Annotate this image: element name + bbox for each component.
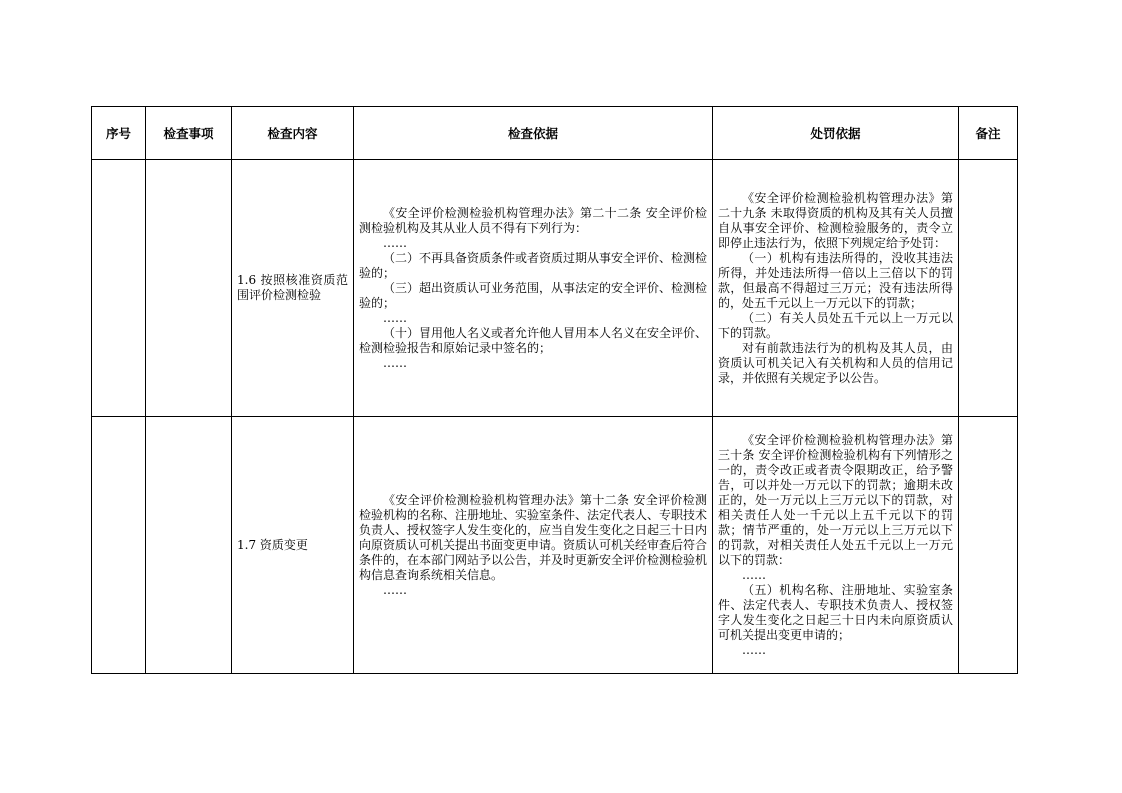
cell-penalty [713,417,959,674]
basis-line: （三）超出资质认可业务范围，从事法定的安全评价、检测检验的； [359,280,708,310]
cell-basis [354,417,713,674]
penalty-line: 对有前款违法行为的机构及其人员，由资质认可机关记入有关机构和人员的信用记录，并依照有关规定予以公告。 [718,340,953,385]
table-row [92,417,1018,674]
header-matter: 检查事项 [146,107,232,160]
basis-line: （二）不再具备资质条件或者资质过期从事安全评价、检测检验的； [359,250,708,280]
basis-line: …… [383,582,407,597]
cell-matter [146,160,232,417]
cell-basis [354,160,713,417]
cell-penalty [713,160,959,417]
basis-line: …… [383,235,407,250]
header-note: 备注 [959,107,1018,160]
penalty-line: （五）机构名称、注册地址、实验室条件、法定代表人、专职技术负责人、授权签字人发生变化之日起三十日内未向原资质认可机关提出变更申请的； [718,582,953,642]
penalty-line: …… [742,567,766,582]
basis-line: …… [383,310,407,325]
header-content: 检查内容 [232,107,354,160]
cell-content [232,160,354,417]
basis-line: （十）冒用他人名义或者允许他人冒用本人名义在安全评价、检测检验报告和原始记录中签名的； [359,325,708,355]
basis-line: …… [383,355,407,370]
header-basis: 检查依据 [354,107,713,160]
penalty-line: （二）有关人员处五千元以上一万元以下的罚款。 [718,310,953,340]
cell-note [959,417,1018,674]
content-text: 1.6 按照核准资质范围评价检测检验 [237,273,348,302]
header-penalty: 处罚依据 [713,107,959,160]
cell-content [232,417,354,674]
header-row [92,107,1018,160]
inspection-table [91,106,1018,674]
table-row [92,160,1018,417]
basis-line: 《安全评价检测检验机构管理办法》第二十二条 安全评价检测检验机构及其从业人员不得有下列行为： [359,205,707,235]
penalty-line: 《安全评价检测检验机构管理办法》第三十条 安全评价检测检验机构有下列情形之一的，责令改正或者责令限期改正，给予警告，可以并处一万元以下的罚款；逾期未改正的，处一万元以上三万元以下的罚款，对相关责任人处一千元以上五千元以下的罚款；情节严重的，处一万元以上三万元以下的罚款，对相关责任人处五千元以上一万元以下的罚款： [718,432,953,567]
cell-seq [92,417,146,674]
cell-seq [92,160,146,417]
penalty-line: （一）机构有违法所得的，没收其违法所得，并处违法所得一倍以上三倍以下的罚款，但最高不得超过三万元；没有违法所得的，处五千元以上一万元以下的罚款； [718,250,953,310]
penalty-line: 《安全评价检测检验机构管理办法》第二十九条 未取得资质的机构及其有关人员擅自从事安全评价、检测检验服务的，责令立即停止违法行为，依照下列规定给予处罚： [718,190,953,250]
header-seq: 序号 [92,107,146,160]
basis-line: 《安全评价检测检验机构管理办法》第十二条 安全评价检测检验机构的名称、注册地址、实验室条件、法定代表人、专职技术负责人、授权签字人发生变化的，应当自发生变化之日起三十日内向原资质认可机关提出书面变更申请。资质认可机关经审查后符合条件的，在本部门网站予以公告，并及时更新安全评价检测检验机构信息查询系统相关信息。 [359,492,708,582]
cell-matter [146,417,232,674]
cell-note [959,160,1018,417]
penalty-line: …… [742,642,766,657]
content-text: 1.7 资质变更 [237,537,308,552]
